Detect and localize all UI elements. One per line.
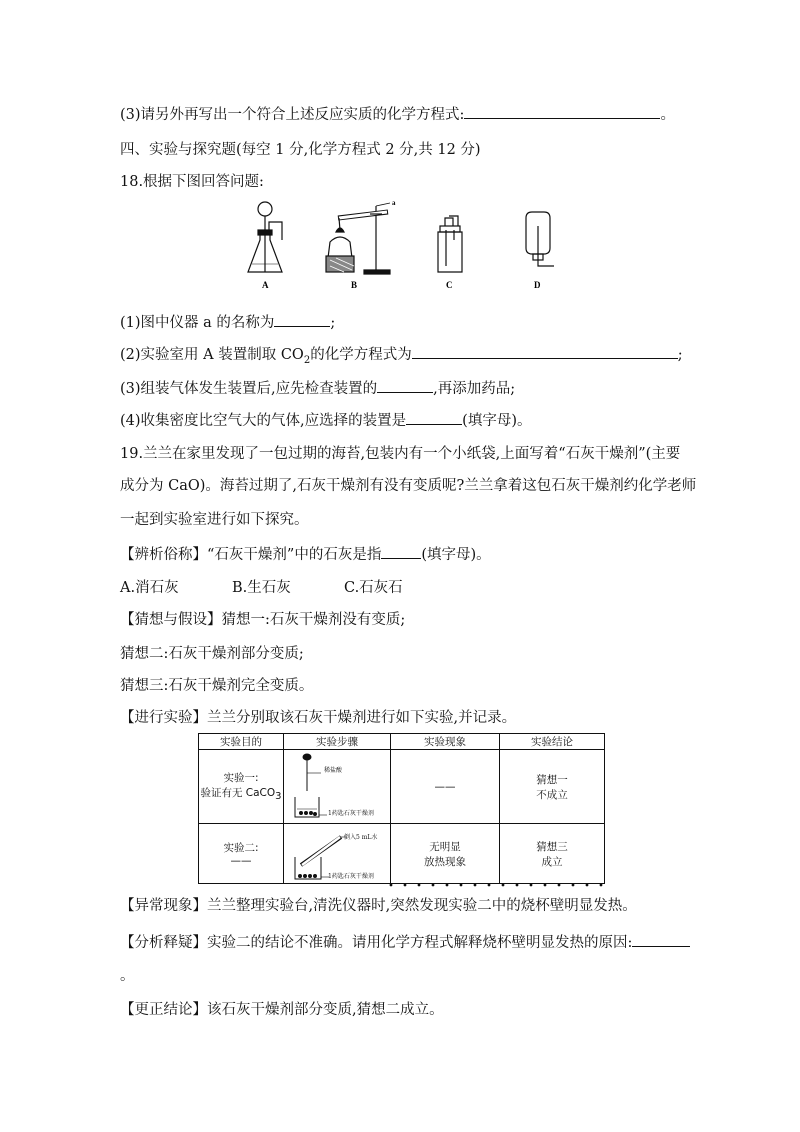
table-cell: 猜想三 成立 <box>500 824 605 884</box>
q19-intro-3: 一起到实验室进行如下探究。 <box>120 512 309 528</box>
answer-blank[interactable] <box>274 312 330 327</box>
sample-label: 1药匙石灰干燥剂 <box>328 810 374 817</box>
table-header-row <box>199 734 605 750</box>
apparatus-label-a-pointer: a <box>392 199 396 207</box>
table-cell <box>284 824 391 884</box>
q19-correction: 【更正结论】该石灰干燥剂部分变质,猜想二成立。 <box>120 1002 444 1018</box>
table-cell: 实验二: —— <box>199 824 284 884</box>
apparatus-d <box>526 212 554 266</box>
option-a: A.消石灰 <box>120 580 179 596</box>
q18-part1: (1)图中仪器 a 的名称为 ; <box>120 312 335 333</box>
option-c: C.石灰石 <box>344 580 403 596</box>
q17-part3: (3)请另外再写出一个符合上述反应实质的化学方程式: 。 <box>120 104 675 125</box>
q19-options <box>120 578 403 598</box>
apparatus-a <box>248 202 282 272</box>
q19-guess-3: 猜想三:石灰干燥剂完全变质。 <box>120 678 314 694</box>
table-row <box>199 750 605 824</box>
answer-blank[interactable] <box>381 544 421 559</box>
section-title: 四、实验与探究题(每空 1 分,化学方程式 2 分,共 12 分) <box>120 142 481 158</box>
table-cell: 猜想一 不成立 <box>500 750 605 824</box>
q19-experiment-intro: 【进行实验】兰兰分别取该石灰干燥剂进行如下实验,并记录。 <box>120 710 517 726</box>
table-cell <box>284 750 391 824</box>
q19-analysis: 【分析释疑】实验二的结论不准确。请用化学方程式解释烧杯壁明显发热的原因: <box>120 932 690 953</box>
reagent-label: 倒入5 mL水 <box>344 834 378 841</box>
apparatus-b <box>326 203 390 274</box>
answer-blank[interactable] <box>377 378 433 393</box>
emphasis-dots <box>388 882 604 888</box>
answer-blank[interactable] <box>412 344 678 359</box>
q19-bianxi: 【辨析俗称】“石灰干燥剂”中的石灰是指 (填字母)。 <box>120 544 491 565</box>
q18-part4: (4)收集密度比空气大的气体,应选择的装置是 (填字母)。 <box>120 410 531 431</box>
q19-abnormal: 【异常现象】兰兰整理实验台,清洗仪器时,突然发现实验二中的烧杯壁明显发热。 <box>120 898 637 914</box>
apparatus-c <box>438 216 462 272</box>
apparatus-label-c: C <box>446 280 453 290</box>
option-b: B.生石灰 <box>232 580 291 596</box>
q19-intro-2: 成分为 CaO)。海苔过期了,石灰干燥剂有没有变质呢?兰兰拿着这包石灰干燥剂约化学老师 <box>120 478 697 494</box>
table-header: 实验目的 <box>199 734 284 750</box>
sample-label: 1药匙石灰干燥剂 <box>328 873 374 880</box>
table-cell: 实验一: 验证有无 CaCO$_3$ <box>199 750 284 824</box>
apparatus-label-a: A <box>262 280 269 290</box>
q18-part3: (3)组装气体发生装置后,应先检查装置的 ,再添加药品; <box>120 378 515 399</box>
table-header: 实验步骤 <box>284 734 391 750</box>
apparatus-label-d: D <box>534 280 541 290</box>
table-header: 实验结论 <box>500 734 605 750</box>
q18-part2: (2)实验室用 A 装置制取 $CO_2$的化学方程式为 ; <box>120 344 683 371</box>
apparatus-label-b: B <box>351 280 358 290</box>
reagent-label: 稀盐酸 <box>324 767 343 774</box>
answer-blank[interactable] <box>464 104 660 119</box>
table-cell: 无明显 放热现象 <box>391 824 500 884</box>
q19-guess-2: 猜想二:石灰干燥剂部分变质; <box>120 646 304 662</box>
answer-blank[interactable] <box>406 410 462 425</box>
table-cell: —— <box>391 750 500 824</box>
q19-guess-1: 【猜想与假设】猜想一:石灰干燥剂没有变质; <box>120 612 406 628</box>
answer-blank[interactable] <box>632 932 690 947</box>
q18-stem: 18.根据下图回答问题: <box>120 174 264 190</box>
experiment-table <box>198 733 605 884</box>
q19-intro-1: 19.兰兰在家里发现了一包过期的海苔,包装内有一个小纸袋,上面写着“石灰干燥剂”(主要 <box>120 446 681 462</box>
table-row <box>199 824 605 884</box>
table-header: 实验现象 <box>391 734 500 750</box>
q19-analysis-end: 。 <box>120 968 135 984</box>
apparatus-figure <box>240 196 570 292</box>
